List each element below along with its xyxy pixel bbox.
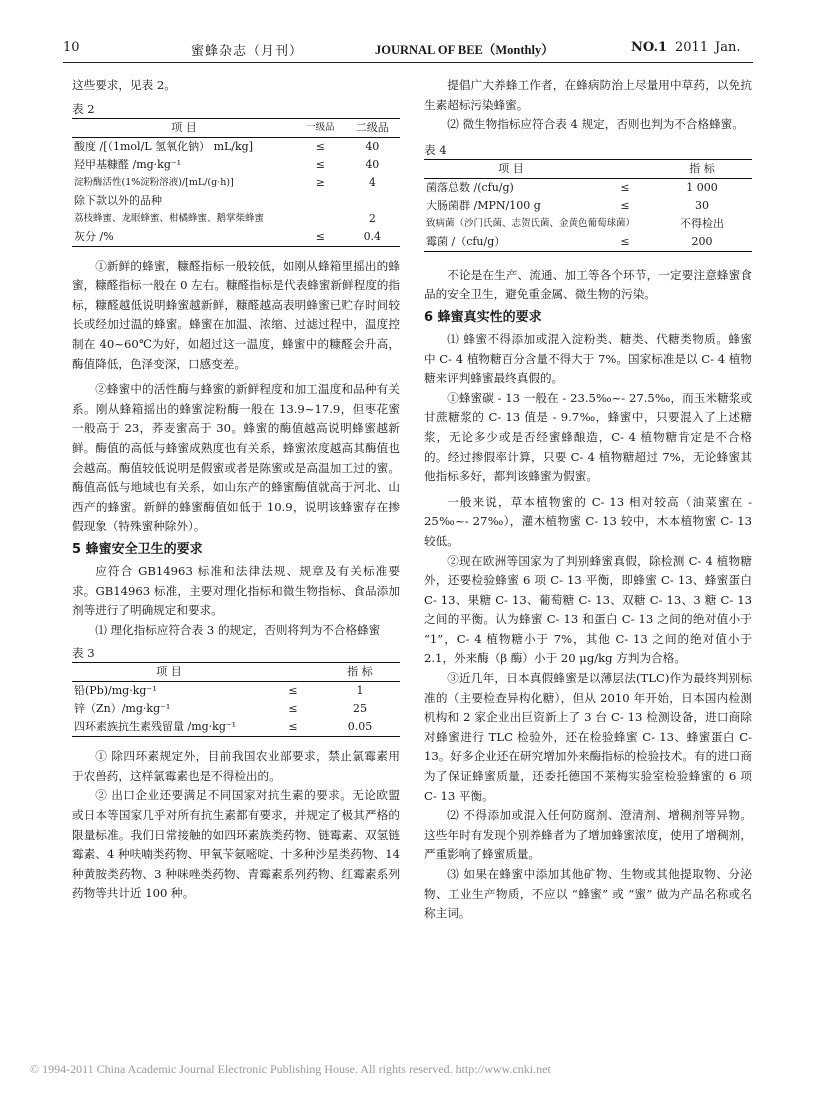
paragraph: ①蜂蜜碳 - 13 一般在 - 23.5‰~- 27.5‰，而玉米糖浆或甘蔗糖浆的 C- 13 值是 - 9.7‰，蜂蜜中，只要混入了上述糖浆，无论多少或是否经蜜蜂酿造，C- 4 植物糖肯定是不合格的。经过掺假率计算，只要 C- 4 植物糖超过 7%，无论蜂蜜其他指标多好，都判该蜂蜜为假蜜。 bbox=[424, 390, 752, 484]
header-grade-1: 一级品 bbox=[296, 118, 345, 137]
page-number: 10 bbox=[63, 40, 80, 55]
paragraph: ⑵ 微生物指标应符合表 4 规定，否则也判为不合格蜂蜜。 bbox=[447, 117, 744, 132]
table-2-caption: 表 2 bbox=[72, 101, 95, 116]
header-rule bbox=[63, 62, 753, 63]
header-value: 指 标 bbox=[320, 663, 400, 682]
header-item: 项 目 bbox=[72, 118, 296, 137]
table-header-row bbox=[72, 663, 400, 682]
table-header-row bbox=[72, 118, 400, 137]
paragraph: ②现在欧洲等国家为了判别蜂蜜真假，除检测 C- 4 植物糖外，还要检验蜂蜜 6 项 C- 13 平衡，即蜂蜜 C- 13、蜂蜜蛋白 C- 13、果糖 C- 13、葡萄糖 C- 13、双糖 C- 13、3 糖 C- 13 之间的平衡。认为蜂蜜 C- 13 和蛋白 C- 13 之间的绝对值小于 “1”，C- 4 植物糖小于 7%，其他 C- 13 之间的绝对值小于 2.1，外来酶（β 酶）小于 20 μg/kg 方判为合格。 bbox=[424, 553, 752, 666]
paragraph: ②蜂蜜中的活性酶与蜂蜜的新鲜程度和加工温度和品种有关系。刚从蜂箱摇出的蜂蜜淀粉酶一般在 13.9~17.9，但枣花蜜一般高于 23，荞麦蜜高于 30。蜂蜜的酶值越高说明蜂蜜越新鲜。酶值的高低与蜂蜜成熟度也有关系，蜂蜜浓度越高其酶值也会越高。酶值较低说明是假蜜或者是陈蜜或是高温加工过的蜜。酶值高低与地域也有关系，如山东产的蜂蜜酶值就高于河北、山西产的蜂蜜。新鲜的蜂蜜酶值如低于 10.9，说明该蜂蜜存在掺假现象（特殊蜜种除外）。 bbox=[72, 382, 400, 534]
table-row: 霉菌 /（cfu/g） ≤ 200 bbox=[424, 233, 752, 252]
paragraph: ⑵ 不得添加或混入任何防腐剂、澄清剂、增稠剂等异物。这些年时有发现个别养蜂者为了增加蜂蜜浓度，使用了增稠剂，严重影响了蜂蜜质量。 bbox=[424, 808, 752, 862]
journal-title-cn: 蜜蜂杂志（月刊） bbox=[191, 44, 304, 59]
table-row: 羟甲基糠醛 /mg·kg⁻¹ ≤ 40 bbox=[74, 157, 380, 171]
table-row: 荔枝蜂蜜、龙眼蜂蜜、柑橘蜂蜜、鹅掌柴蜂蜜 2 bbox=[74, 211, 376, 225]
running-header bbox=[63, 40, 753, 62]
issue-year: 2011 bbox=[675, 40, 709, 55]
paragraph: ⑶ 如果在蜂蜜中添加其他矿物、生物或其他提取物、分泌物、工业生产物质，不应以 “蜂蜜” 或 “蜜” 做为产品名称或名称主词。 bbox=[424, 867, 752, 921]
table-header-row bbox=[424, 159, 752, 178]
section-heading-6: 6 蜂蜜真实性的要求 bbox=[424, 309, 542, 325]
header-item: 项 目 bbox=[424, 159, 598, 178]
table-row: 铅(Pb)/mg·kg⁻¹ ≤ 1 bbox=[74, 684, 364, 698]
table-row: 菌落总数 /(cfu/g) ≤ 1 000 bbox=[426, 180, 718, 194]
right-column bbox=[424, 76, 752, 924]
paragraph: 应符合 GB14963 标准和法律法规、规章及有关标准要求。GB14963 标准，主要对理化指标和微生物指标、食品添加剂等进行了明确规定和要求。 bbox=[72, 563, 400, 618]
paragraph: ① 除四环素规定外，目前我国农业部要求，禁止氯霉素用于农兽药，这样氯霉素也是不得检出的。 bbox=[72, 749, 400, 783]
table-row: 酸度 /[（1mol/L 氢氧化钠） mL/kg] ≤ 40 bbox=[74, 139, 380, 153]
paragraph: ③近几年，日本真假蜂蜜是以薄层法(TLC)作为最终判别标准的（主要检查异构化糖），但从 2010 年开始，日本国内检测机构和 2 家企业出巨资新上了 3 台 C- 13 检测设备，进口商除对蜂蜜进行 TLC 检验外，还在检验蜂蜜 C- 13、蜂蜜蛋白 C- 13。好多企业还在研究增加外来酶指标的检验技术。有的进口商为了保证蜂蜜质量，还委托德国不莱梅实验室检验蜂蜜的 6 项 C- 13 平衡。 bbox=[424, 671, 752, 803]
table-row: 四环素族抗生素残留量 /mg·kg⁻¹ ≤ 0.05 bbox=[72, 718, 400, 737]
left-column bbox=[72, 76, 400, 904]
table-row: 大肠菌群 /MPN/100 g ≤ 30 bbox=[426, 198, 709, 212]
header-item: 项 目 bbox=[72, 663, 266, 682]
section-heading-5: 5 蜂蜜安全卫生的要求 bbox=[72, 541, 203, 557]
table-row: 致病菌（沙门氏菌、志贺氏菌、金黄色葡萄球菌） 不得检出 bbox=[426, 216, 724, 230]
paragraph: 提倡广大养蜂工作者，在蜂病防治上尽量用中草药，以免抗生素超标污染蜂蜜。 bbox=[424, 78, 752, 112]
paragraph: ② 出口企业还要满足不同国家对抗生素的要求。无论欧盟或日本等国家几乎对所有抗生素都有要求，并规定了极其严格的限量标准。我们日常接触的如四环素族类药物、链霉素、双氢链霉素、4 种呋喃类药物、甲氧苄氨嘧啶、十多种沙星类药物、14 种黄胺类药物、3 种咪唑类药物、青霉素系列药物、红霉素系列药物等共计近 100 种。 bbox=[72, 788, 400, 901]
paragraph: 一般来说，草本植物蜜的 C- 13 相对较高（油菜蜜在 - 25‰~- 27‰），灌木植物蜜 C- 13 较中，木本植物蜜 C- 13 较低。 bbox=[424, 494, 752, 548]
issue-month: Jan. bbox=[715, 40, 741, 55]
paragraph: 这些要求，见表 2。 bbox=[72, 78, 176, 92]
table-3-caption: 表 3 bbox=[72, 646, 95, 661]
paragraph: 不论是在生产、流通、加工等各个环节，一定要注意蜂蜜食品的安全卫生，避免重金属、微生物的污染。 bbox=[424, 267, 752, 302]
copyright-footer: © 1994-2011 China Academic Journal Electronic Publishing House. All rights reserved. http://www.cnki.net bbox=[30, 1062, 551, 1076]
table-4 bbox=[424, 159, 752, 252]
table-row: 锌（Zn）/mg·kg⁻¹ ≤ 25 bbox=[74, 702, 367, 716]
header-value: 指 标 bbox=[652, 159, 752, 178]
table-row: 淀粉酶活性(1%淀粉溶液)/[mL/(g·h)] ≥ 4 bbox=[74, 175, 376, 189]
table-row: 除下款以外的品种 bbox=[74, 193, 162, 207]
journal-title-en: JOURNAL OF BEE（Monthly） bbox=[375, 43, 554, 57]
table-3 bbox=[72, 662, 400, 737]
paragraph: ⑴ 蜂蜜不得添加或混入淀粉类、糖类、代糖类物质。蜂蜜中 C- 4 植物糖百分含量不得大于 7%。国家标准是以 C- 4 植物糖来评判蜂蜜最终真假的。 bbox=[424, 331, 752, 386]
issue-number: NO.1 bbox=[631, 40, 668, 55]
table-row: 灰分 /% ≤ 0.4 bbox=[72, 228, 400, 247]
table-4-caption: 表 4 bbox=[424, 142, 447, 157]
table-2 bbox=[72, 118, 400, 247]
paragraph: ①新鲜的蜂蜜，糠醛指标一般较低，如刚从蜂箱里摇出的蜂蜜，糠醛指标一般在 0 左右。糠醛指标是代表蜂蜜新鲜程度的指标，糠醛越低说明蜂蜜越新鲜，糠醛越高表明蜂蜜已贮存时间较长或经加过温的蜂蜜。蜂蜜在加温、浓缩、过滤过程中，温度控制在 40~60℃为好，如超过这一温度，蜂蜜中的糠醛会升高，酶值降低，色泽变深，口感变差。 bbox=[72, 258, 400, 371]
paragraph: ⑴ 理化指标应符合表 3 的规定，否则将判为不合格蜂蜜 bbox=[95, 622, 381, 637]
header-grade-2: 二级品 bbox=[345, 118, 400, 137]
